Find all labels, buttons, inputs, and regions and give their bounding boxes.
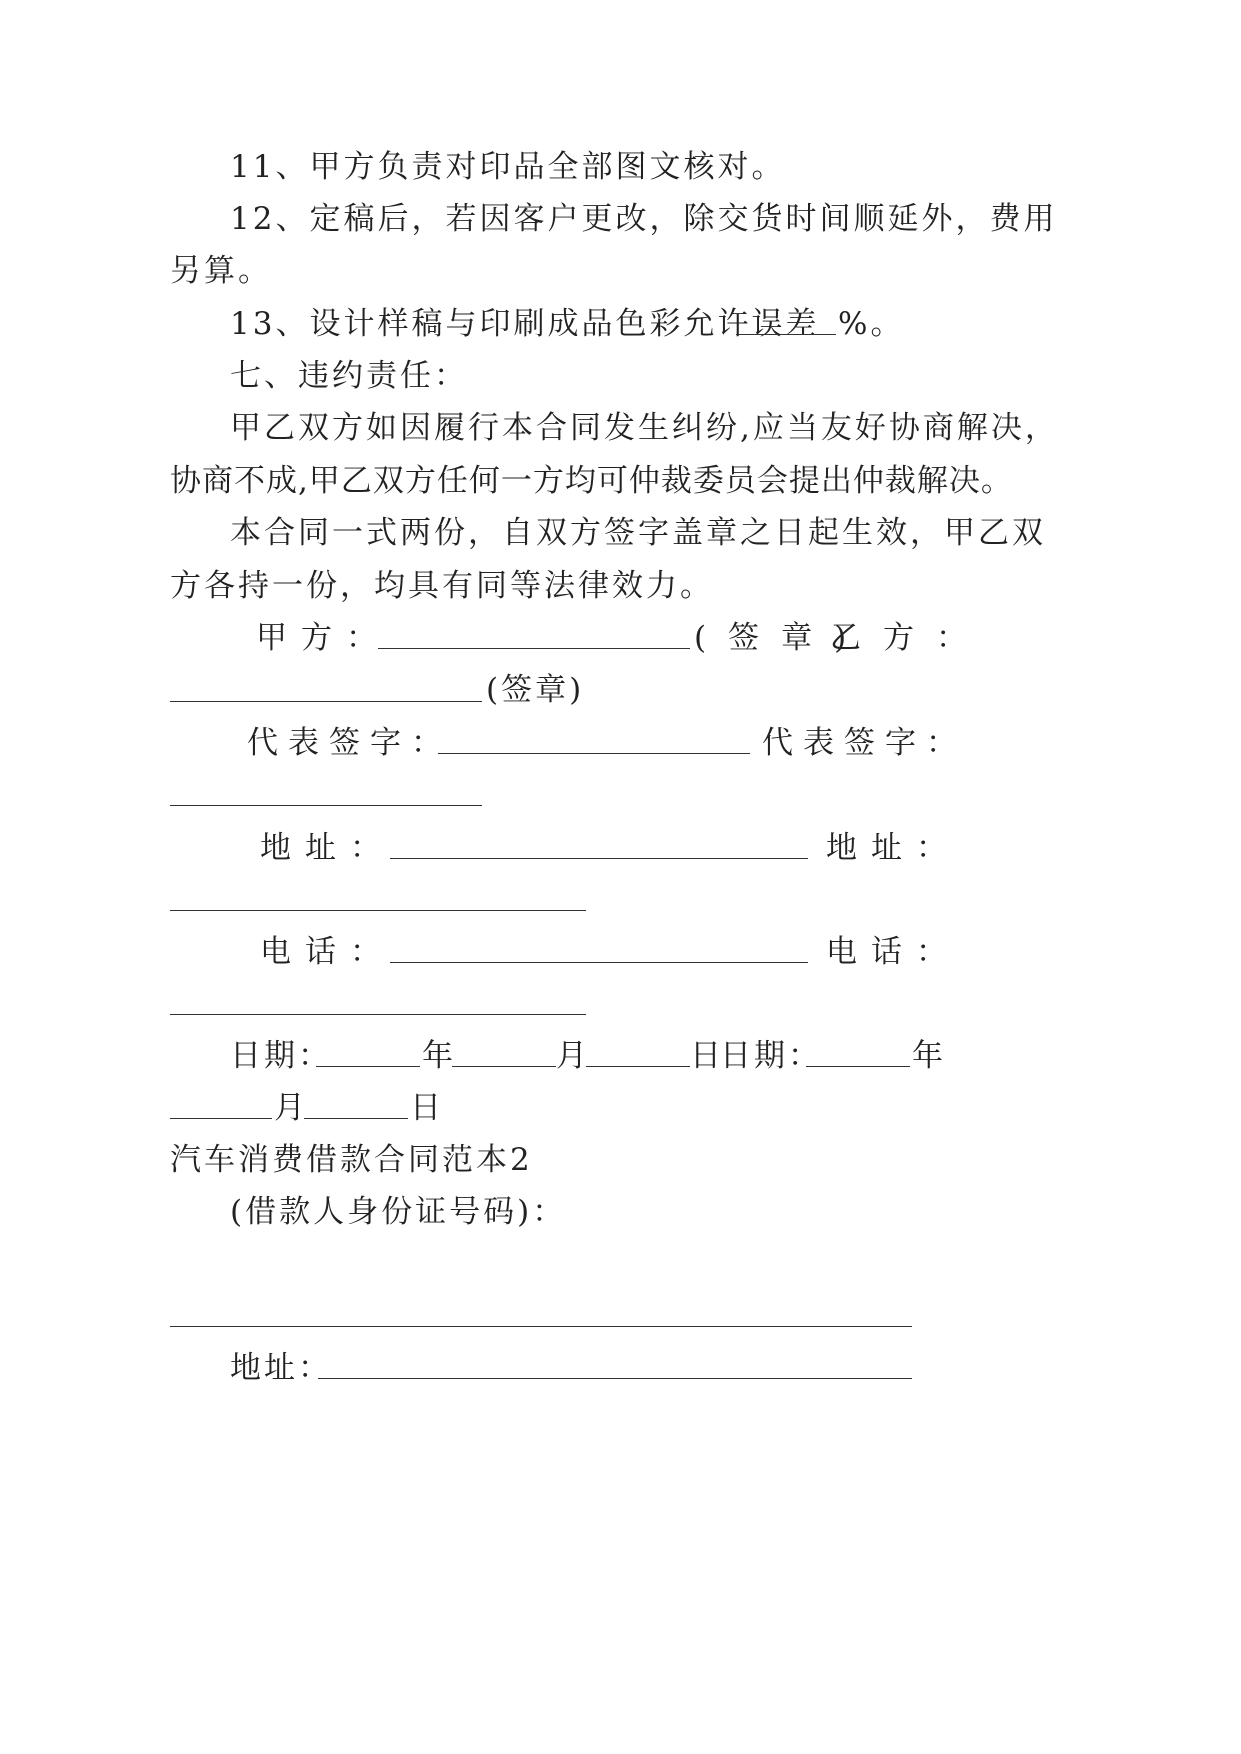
clause-13-suffix: %。 <box>838 306 905 342</box>
party-b-blank[interactable] <box>170 701 482 702</box>
date-a-year-blank[interactable] <box>316 1066 420 1067</box>
borrower-id-blank[interactable] <box>170 1326 912 1327</box>
address-label: 地址： <box>230 1350 332 1386</box>
date-a-day-blank[interactable] <box>586 1066 690 1067</box>
addr-a-blank[interactable] <box>390 858 808 859</box>
party-a-label: 甲方： <box>256 620 391 656</box>
tel-b-label: 电话： <box>826 934 961 970</box>
section-7-heading: 七、违约责任： <box>230 358 468 394</box>
contract-2-title: 汽车消费借款合同范本2 <box>170 1142 533 1178</box>
borrower-id-label: (借款人身份证号码)： <box>230 1194 567 1230</box>
party-b-label: 乙方： <box>830 620 989 656</box>
rep-a-label: 代表签字： <box>247 725 452 761</box>
clause-11: 11、甲方负责对印品全部图文核对。 <box>230 149 786 185</box>
addr-a-label: 地址： <box>260 830 395 866</box>
copies-line1: 本合同一式两份，自双方签字盖章之日起生效，甲乙双 <box>230 515 1046 551</box>
date-b-day: 日 <box>410 1090 444 1126</box>
rep-b-blank[interactable] <box>170 805 482 806</box>
party-b-seal: (签章) <box>486 672 585 708</box>
date-b-year: 年 <box>912 1038 946 1074</box>
date-b-year-blank[interactable] <box>806 1066 910 1067</box>
dispute-line1: 甲乙双方如因履行本合同发生纠纷,应当友好协商解决， <box>230 410 1059 446</box>
party-a-seal: (签章) <box>694 620 869 656</box>
date-b-month-blank[interactable] <box>170 1118 272 1119</box>
date-a-label: 日期： <box>230 1038 332 1074</box>
clause-13-text: 13、设计样稿与印刷成品色彩允许误差 <box>230 306 820 342</box>
rep-a-blank[interactable] <box>438 753 750 754</box>
date-b-month: 月 <box>274 1090 308 1126</box>
addr-b-label: 地址： <box>826 830 961 866</box>
date-a-month-blank[interactable] <box>452 1066 556 1067</box>
date-b-day-blank[interactable] <box>304 1118 408 1119</box>
date-b-label: 日期： <box>720 1038 822 1074</box>
rep-b-label: 代表签字： <box>762 725 967 761</box>
tel-a-label: 电话： <box>260 934 395 970</box>
date-a-year: 年 <box>422 1038 456 1074</box>
clause-12-line1: 12、定稿后，若因客户更改，除交货时间顺延外，费用 <box>230 201 1058 237</box>
tolerance-blank[interactable] <box>736 334 836 335</box>
tel-a-blank[interactable] <box>390 962 808 963</box>
copies-line2: 方各持一份，均具有同等法律效力。 <box>170 568 714 604</box>
addr-b-blank[interactable] <box>170 910 586 911</box>
dispute-line2: 协商不成,甲乙双方任何一方均可仲裁委员会提出仲裁解决。 <box>170 463 1013 499</box>
address-blank[interactable] <box>318 1378 912 1379</box>
party-a-blank[interactable] <box>378 648 690 649</box>
date-a-month: 月 <box>556 1038 590 1074</box>
tel-b-blank[interactable] <box>170 1014 586 1015</box>
date-a-day: 日 <box>690 1038 724 1074</box>
clause-12-line2: 另算。 <box>170 253 272 289</box>
